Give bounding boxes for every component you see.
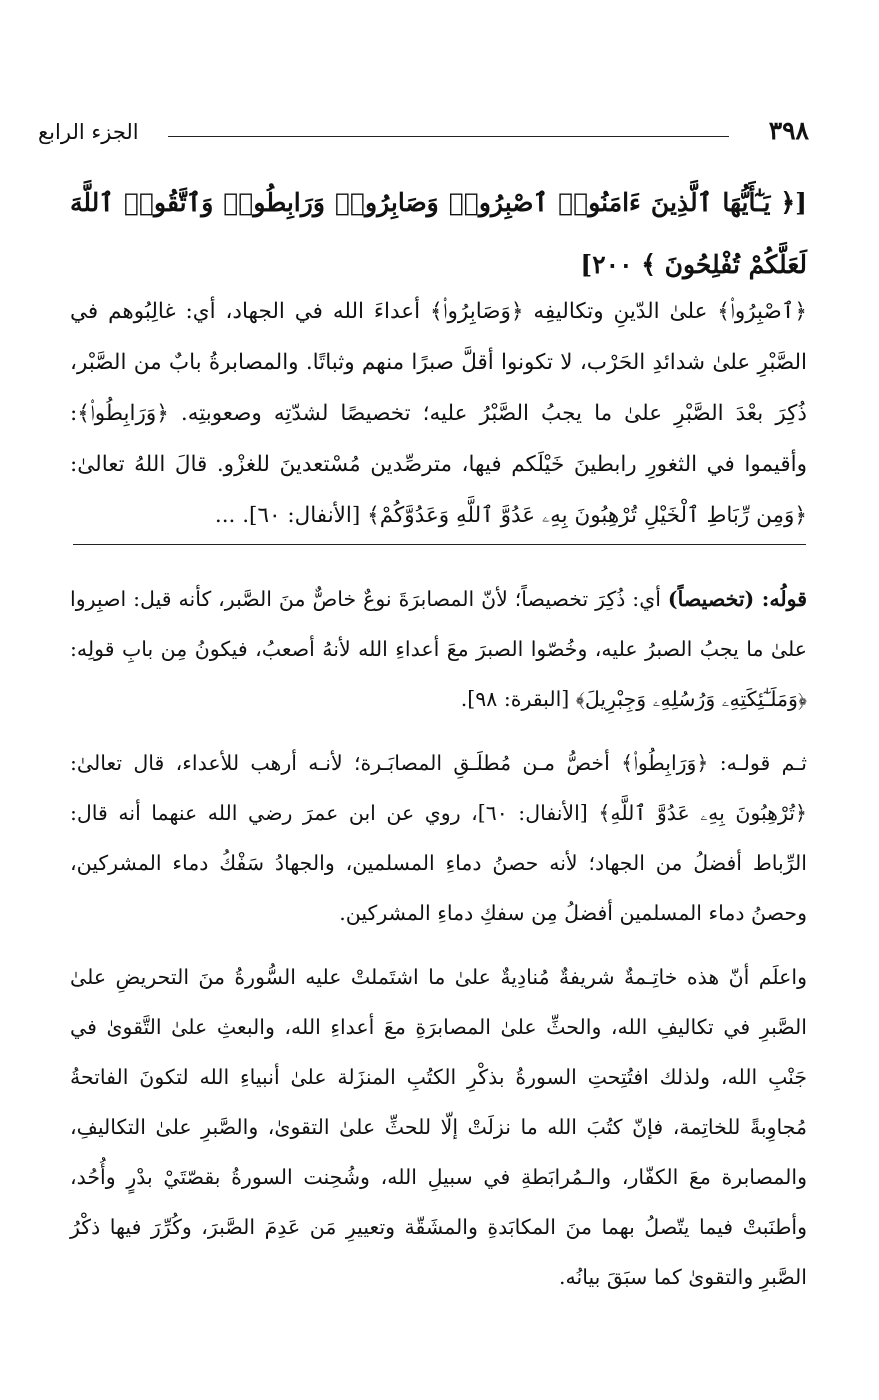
part-title: الجزء الرابع	[38, 120, 139, 144]
quran-verse: [﴿ يَـٰٓأَيُّهَا ٱلَّذِينَ ءَامَنُوا۟ ٱصْبِرُوا۟ وَصَابِرُوا۟ وَرَابِطُوا۟ وَٱتَّقُوا۟ ٱللَّهَ لَعَلَّكُمْ تُفْلِحُونَ ﴾ ٢٠٠]	[70, 188, 807, 279]
commentary-lead: قولُه: (تخصيصاً)	[667, 587, 807, 611]
commentary-paragraph-1	[70, 574, 807, 724]
page-number: ٣٩٨	[768, 116, 809, 145]
commentary-paragraph-3: واعلَم أنّ هذه خاتِـمةٌ شريفةٌ مُنادِيةٌ علىٰ ما اشتَملتْ عليه السُّورةُ منَ التحريضِ علىٰ الصَّبرِ في تكاليفِ الله، والحثِّ علىٰ المصابرَةِ معَ أعداءِ الله، والبعثِ علىٰ التَّقوىٰ في جَنْبِ الله، ولذلك افتُتِحتِ السورةُ بذكْرِ الكتُبِ المنزَلة علىٰ أنبياءِ الله لتكونَ الفاتحةُ مُجاوِبةً للخاتِمة، فإنّ كتُبَ الله ما نزلَتْ إلّا للحثِّ علىٰ التقوىٰ، والصَّبرِ علىٰ التكاليفِ، والمصابرة معَ الكفّار، والـمُرابَطةِ في سبيلِ الله، وشُحِنت السورةُ بقصّتَيْ بدْرٍ وأُحُد، وأطنَبتْ فيما يتّصلُ بهما منَ المكابَدةِ والمشَقّة وتعييرِ مَن عَدِمَ الصَّبرَ، وكُرِّرَ فيها ذكْرُ الصَّبرِ والتقوىٰ كما سبَقَ بيانُه.	[70, 965, 807, 1289]
commentary-paragraph-2: ثـم قولـه: ﴿وَرَابِطُوا۟﴾ أخصُّ مـن مُطلَـقِ المصابَـرة؛ لأنـه أرهب للأعداء، قال تعالىٰ: ﴿تُرْهِبُونَ بِهِۦ عَدُوَّ ٱللَّهِ﴾ [الأنفال: ٦٠]، روي عن ابن عمرَ رضي الله عنهما أنه قال: الرِّباط أفضلُ من الجهاد؛ لأنه حصنُ دماءِ المسلمين، والجهادُ سَفْكُ دماء المشركين، وحصنُ دماء المسلمين أفضلُ مِن سفكِ دماءِ المشركين.	[70, 751, 807, 925]
commentary-body: أي: ذُكِرَ تخصيصاً؛ لأنّ المصابرَةَ نوعٌ خاصٌّ منَ الصَّبر، كأنه قيل: اصبِروا علىٰ ما يجبُ الصبرُ عليه، وخُصّوا الصبرَ معَ أعداءِ الله لأنهُ أصعبُ، فيكونُ مِن بابِ قولِه: ﴿وَمَلَـٰٓئِكَتِهِۦ وَرُسُلِهِۦ وَجِبْرِيلَ﴾ [البقرة: ٩٨].	[70, 587, 807, 711]
footnote-divider	[73, 544, 806, 545]
header-rule	[168, 136, 729, 137]
tafsir-text: ﴿ٱصْبِرُوا۟﴾ علىٰ الدّينِ وتكاليفِه ﴿وَصَابِرُوا۟﴾ أعداءَ الله في الجهاد، أي: غالِبُوهم في الصَّبْرِ علىٰ شدائدِ الحَرْب، لا تكونوا أقلَّ صبرًا منهم وثباتًا. والمصابرةُ بابٌ من الصَّبْر، ذُكِرَ بعْدَ الصَّبْرِ علىٰ ما يجبُ الصَّبْرُ عليه؛ تخصيصًا لشدّتِه وصعوبتِه. ﴿وَرَابِطُوا۟﴾: وأقيموا في الثغورِ رابطينَ خَيْلَكم فيها، مترصِّدين مُسْتعدينَ للغزْو. قالَ اللهُ تعالىٰ: ﴿وَمِن رِّبَاطِ ٱلْخَيْلِ تُرْهِبُونَ بِهِۦ عَدُوَّ ٱللَّهِ وَعَدُوَّكُمْ﴾ [الأنفال: ٦٠]. ...	[70, 299, 807, 528]
page-header	[38, 116, 809, 156]
